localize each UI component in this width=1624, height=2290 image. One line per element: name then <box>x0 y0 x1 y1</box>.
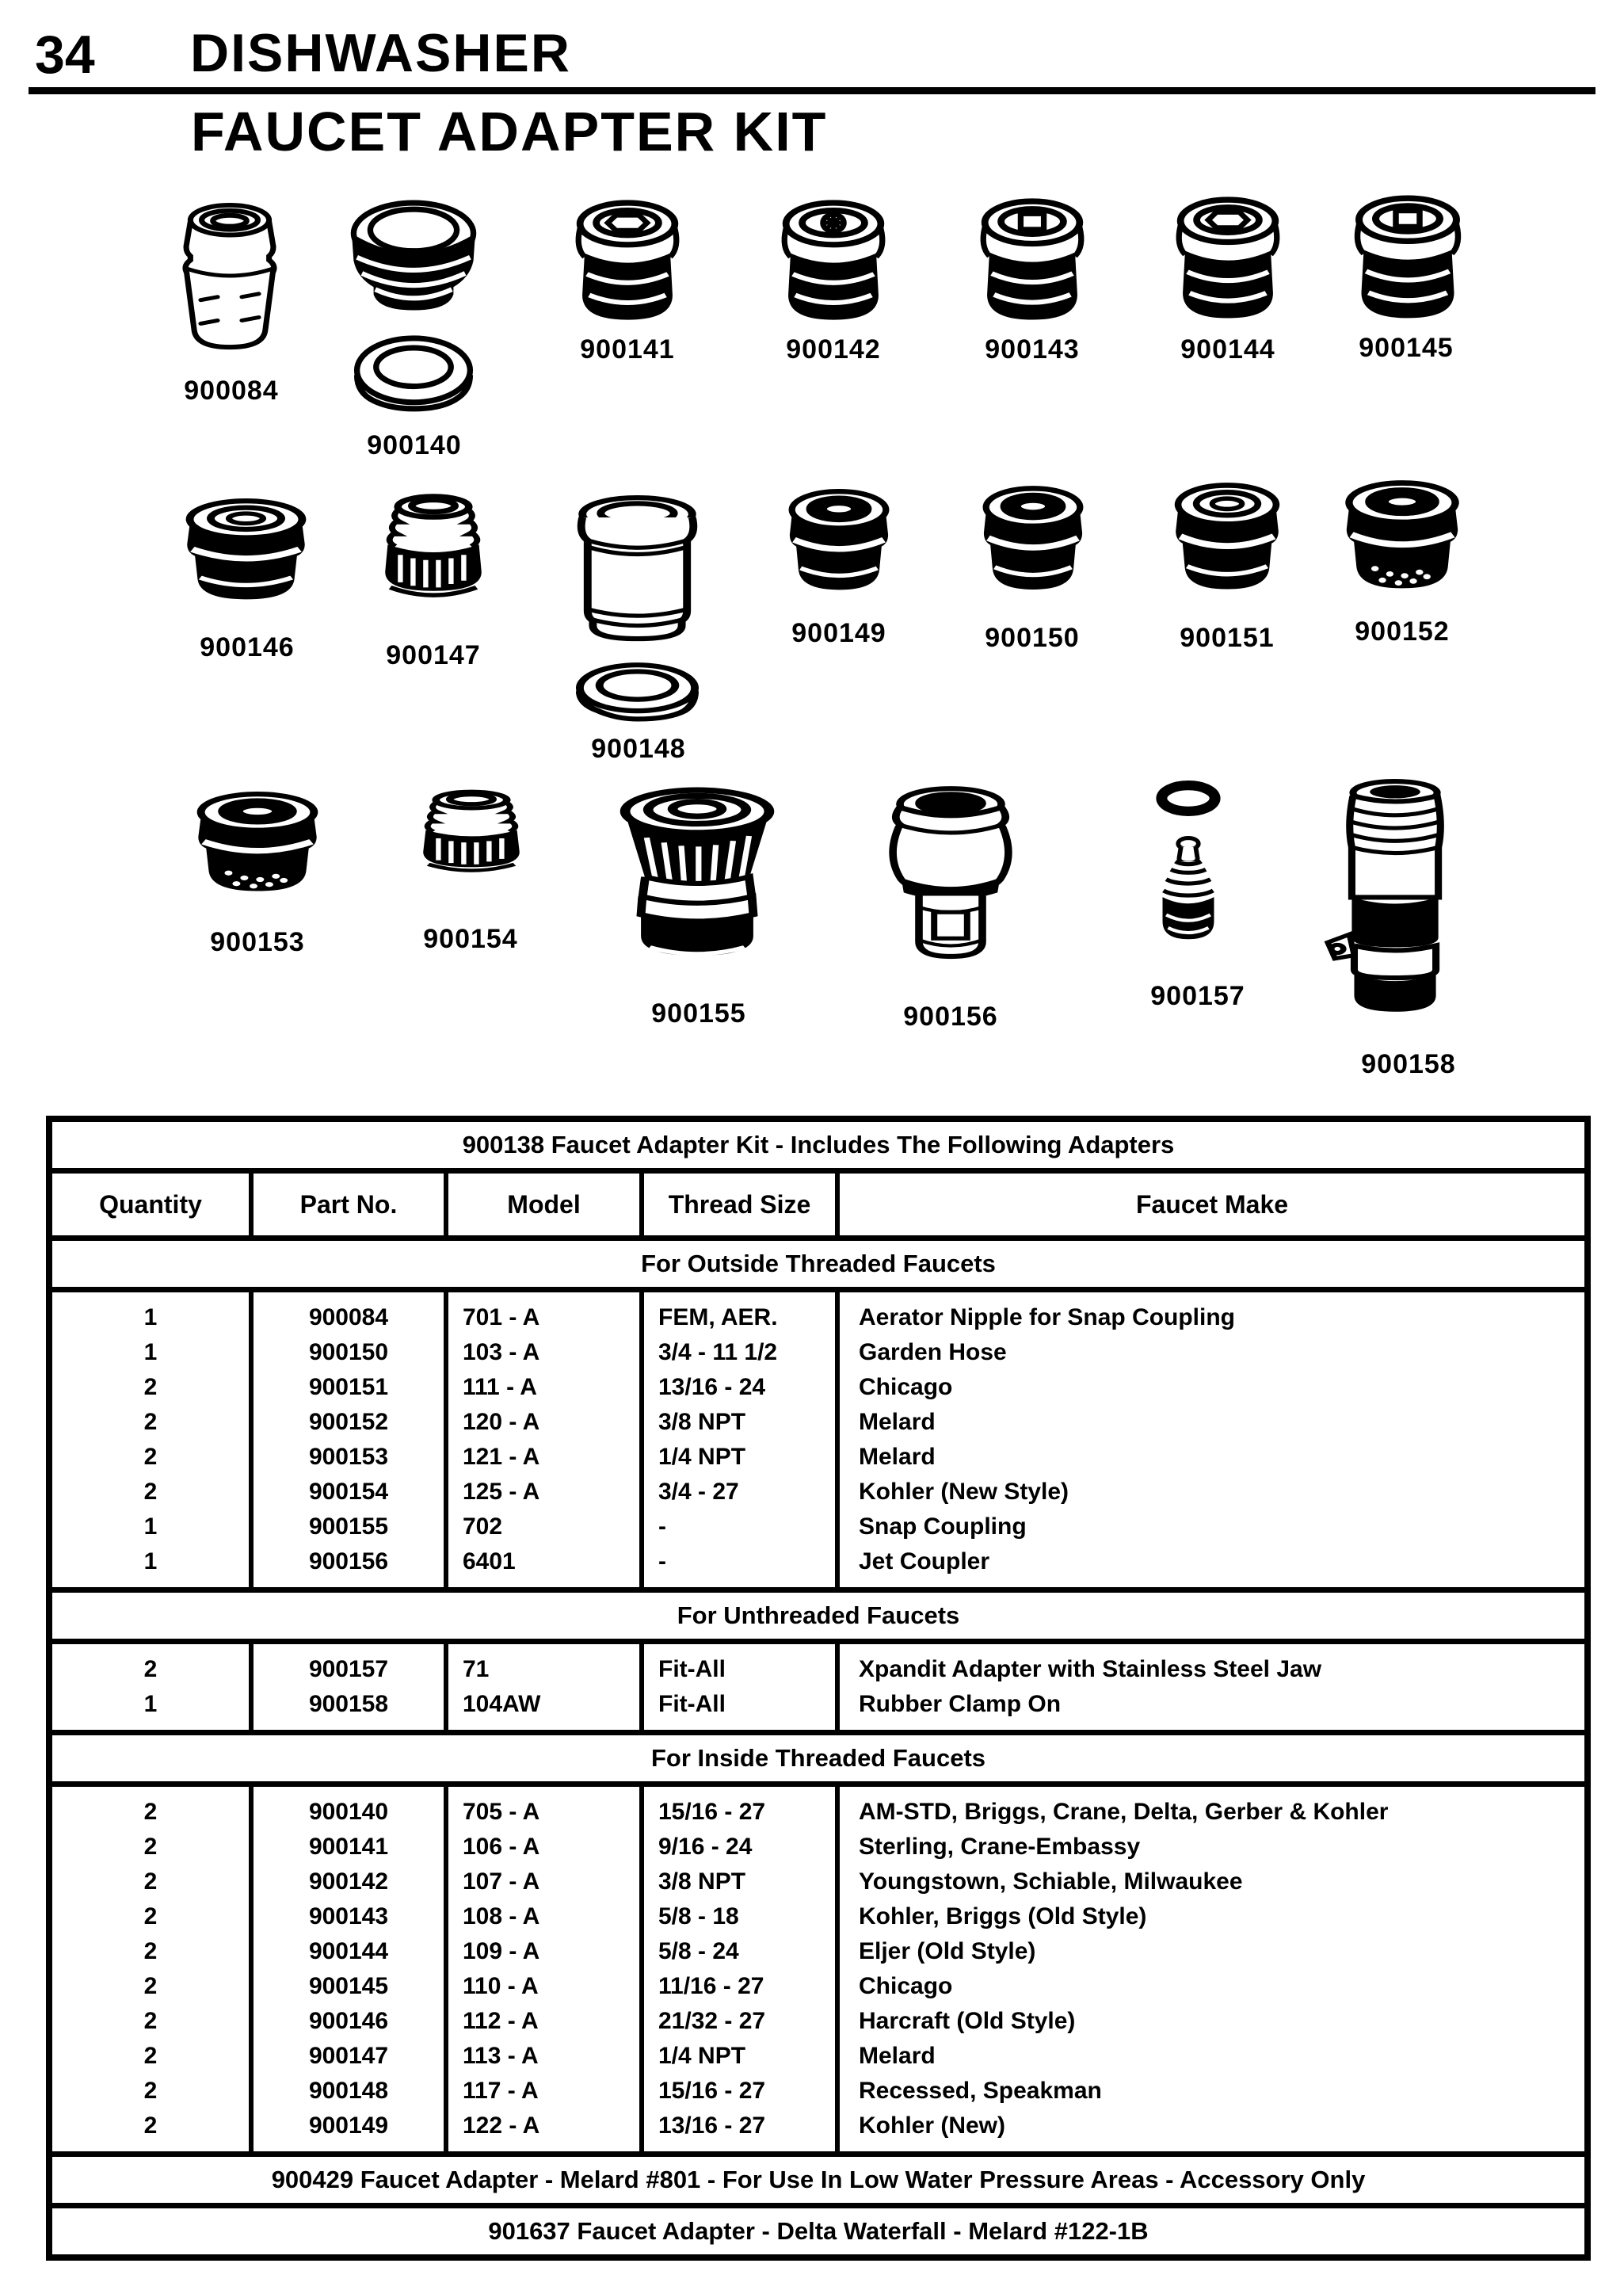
adapter-900158-illustration <box>1321 777 1465 1026</box>
table-column-model <box>448 1644 644 1730</box>
table-cell: 9/16 - 24 <box>658 1834 753 1860</box>
part-number-label-900144: 900144 <box>1180 334 1275 364</box>
table-cell: 900157 <box>308 1656 389 1682</box>
table-cell: 900143 <box>308 1903 389 1929</box>
table-cell: 900147 <box>308 2043 389 2069</box>
table-column-thread-size <box>644 1787 840 2151</box>
part-number-label-900143: 900143 <box>985 334 1080 364</box>
adapter-900154-illustration <box>408 788 535 894</box>
table-title: 900138 Faucet Adapter Kit - Includes The Following Adapters <box>52 1122 1584 1174</box>
adapter-900149-illustration <box>784 488 894 601</box>
table-cell: 1 <box>143 1691 158 1717</box>
table-cell: 900144 <box>308 1938 389 1964</box>
adapter-900084-illustration <box>178 198 281 355</box>
table-cell: 900148 <box>308 2078 389 2104</box>
part-number-label-900141: 900141 <box>580 334 675 364</box>
part-number-label-900084: 900084 <box>184 376 279 406</box>
table-cell: 900154 <box>308 1479 389 1505</box>
table-column-headers <box>52 1174 1584 1241</box>
table-cell: 2 <box>143 2078 158 2104</box>
table-cell: 900150 <box>308 1339 389 1365</box>
part-number-label-900147: 900147 <box>386 640 481 670</box>
adapter-figure-900155 <box>618 787 776 983</box>
table-cell: 107 - A <box>463 1868 540 1895</box>
table-cell: 2 <box>143 1479 158 1505</box>
part-number-label-900155: 900155 <box>651 998 746 1029</box>
table-cell: 900153 <box>308 1444 389 1470</box>
adapter-figure-900151 <box>1170 482 1284 601</box>
parts-table <box>46 1116 1591 2261</box>
table-cell: 3/8 NPT <box>658 1868 746 1895</box>
table-cell: 113 - A <box>463 2043 539 2069</box>
part-number-label-900149: 900149 <box>791 618 886 648</box>
adapter-figure-900145 <box>1348 193 1467 325</box>
table-cell: 120 - A <box>463 1409 540 1435</box>
adapter-figure-900084 <box>178 198 281 355</box>
adapter-figure-900141 <box>570 198 685 326</box>
table-cell: 1 <box>143 1513 158 1540</box>
table-column-part-no <box>254 1644 448 1730</box>
part-number-label-900148: 900148 <box>591 734 686 764</box>
table-cell: 110 - A <box>463 1973 539 1999</box>
adapter-900141-illustration <box>570 198 685 326</box>
table-column-thread-size <box>644 1644 840 1730</box>
table-cell: 6401 <box>463 1548 516 1574</box>
part-number-label-900152: 900152 <box>1355 616 1450 647</box>
adapter-900148-illustration <box>572 494 703 732</box>
table-cell: 900152 <box>308 1409 389 1435</box>
section-rows-3 <box>52 1787 1584 2157</box>
table-column-quantity <box>52 1787 254 2151</box>
table-cell: 900151 <box>308 1374 389 1400</box>
table-cell: 900141 <box>308 1834 389 1860</box>
table-cell: 3/8 NPT <box>658 1409 746 1435</box>
table-cell: 104AW <box>463 1691 541 1717</box>
part-number-label-900154: 900154 <box>423 924 518 954</box>
table-cell: Fit-All <box>658 1656 726 1682</box>
table-cell: 900149 <box>308 2113 389 2139</box>
table-column-faucet-make <box>840 1787 1584 2151</box>
table-column-thread-size <box>644 1292 840 1587</box>
part-number-label-900142: 900142 <box>786 334 881 364</box>
table-column-quantity <box>52 1644 254 1730</box>
adapter-900140-illustration <box>347 200 480 420</box>
table-cell: 900156 <box>308 1548 389 1574</box>
adapter-figure-900148 <box>572 494 703 732</box>
table-cell: Harcraft (Old Style) <box>859 2008 1076 2034</box>
table-cell: 21/32 - 27 <box>658 2008 766 2034</box>
column-header-quantity: Quantity <box>52 1174 254 1235</box>
part-number-label-900156: 900156 <box>903 1002 998 1032</box>
adapter-figure-900153 <box>192 791 323 902</box>
table-cell: 2 <box>143 1409 158 1435</box>
page-number: 34 <box>35 25 95 85</box>
adapter-900152-illustration <box>1340 479 1464 600</box>
adapter-900147-illustration <box>370 491 497 624</box>
part-number-label-900140: 900140 <box>367 430 462 460</box>
table-cell: Jet Coupler <box>859 1548 990 1574</box>
page-title: FAUCET ADAPTER KIT <box>191 101 828 162</box>
section-heading-3: For Inside Threaded Faucets <box>52 1735 1584 1787</box>
table-cell: 109 - A <box>463 1938 540 1964</box>
adapter-900153-illustration <box>192 791 323 902</box>
table-cell: 2 <box>143 2008 158 2034</box>
adapter-900142-illustration <box>776 198 891 326</box>
adapter-figure-900158 <box>1321 777 1465 1026</box>
table-cell: 108 - A <box>463 1903 540 1929</box>
adapter-figure-900147 <box>370 491 497 624</box>
table-cell: AM-STD, Briggs, Crane, Delta, Gerber & Kohler <box>859 1799 1389 1825</box>
table-cell: 900146 <box>308 2008 389 2034</box>
category-title: DISHWASHER <box>190 23 571 83</box>
table-cell: Aerator Nipple for Snap Coupling <box>859 1304 1236 1330</box>
table-cell: 2 <box>143 1656 158 1682</box>
table-cell: 1/4 NPT <box>658 2043 746 2069</box>
adapter-figure-900156 <box>881 784 1020 981</box>
table-cell: 5/8 - 24 <box>658 1938 739 1964</box>
adapter-figure-900140 <box>347 200 480 420</box>
table-cell: 2 <box>143 1834 158 1860</box>
table-cell: Eljer (Old Style) <box>859 1938 1036 1964</box>
adapter-900143-illustration <box>974 197 1090 326</box>
column-header-part-no: Part No. <box>254 1174 448 1235</box>
part-number-label-900153: 900153 <box>210 927 305 957</box>
section-rows-1 <box>52 1292 1584 1593</box>
table-cell: 15/16 - 27 <box>658 2078 766 2104</box>
table-cell: 11/16 - 27 <box>658 1973 764 1999</box>
column-header-model: Model <box>448 1174 644 1235</box>
section-rows-2 <box>52 1644 1584 1735</box>
table-cell: 112 - A <box>463 2008 539 2034</box>
table-cell: 2 <box>143 1799 158 1825</box>
table-cell: 111 - A <box>463 1374 537 1400</box>
adapter-figure-900152 <box>1340 479 1464 600</box>
table-cell: 701 - A <box>463 1304 540 1330</box>
table-cell: Melard <box>859 2043 936 2069</box>
table-cell: Kohler (New Style) <box>859 1479 1069 1505</box>
table-cell: Chicago <box>859 1374 953 1400</box>
table-cell: Recessed, Speakman <box>859 2078 1102 2104</box>
table-cell: 900084 <box>308 1304 389 1330</box>
table-cell: Garden Hose <box>859 1339 1007 1365</box>
table-cell: 15/16 - 27 <box>658 1799 766 1825</box>
adapter-figure-900149 <box>784 488 894 601</box>
table-cell: 1 <box>143 1339 158 1365</box>
table-cell: 2 <box>143 1868 158 1895</box>
table-cell: Kohler (New) <box>859 2113 1006 2139</box>
table-column-model <box>448 1292 644 1587</box>
adapter-900151-illustration <box>1170 482 1284 601</box>
adapter-figure-900143 <box>974 197 1090 326</box>
table-cell: 2 <box>143 2113 158 2139</box>
table-cell: - <box>658 1513 666 1540</box>
adapter-figure-900144 <box>1170 195 1286 325</box>
table-cell: 702 <box>463 1513 503 1540</box>
table-column-model <box>448 1787 644 2151</box>
table-cell: 2 <box>143 2043 158 2069</box>
column-header-thread-size: Thread Size <box>644 1174 840 1235</box>
table-cell: Melard <box>859 1409 936 1435</box>
adapter-900144-illustration <box>1170 195 1286 325</box>
table-cell: 5/8 - 18 <box>658 1903 739 1929</box>
adapter-figures-area <box>0 0 1624 1109</box>
table-cell: Kohler, Briggs (Old Style) <box>859 1903 1147 1929</box>
adapter-900156-illustration <box>881 784 1020 981</box>
part-number-label-900151: 900151 <box>1180 623 1275 653</box>
adapter-figure-900142 <box>776 198 891 326</box>
table-cell: 103 - A <box>463 1339 540 1365</box>
part-number-label-900145: 900145 <box>1359 333 1454 363</box>
adapter-900146-illustration <box>181 498 311 610</box>
table-cell: 900158 <box>308 1691 389 1717</box>
table-column-faucet-make <box>840 1644 1584 1730</box>
adapter-900155-illustration <box>618 787 776 983</box>
table-cell: 3/4 - 27 <box>658 1479 739 1505</box>
adapter-900150-illustration <box>978 485 1088 601</box>
table-column-part-no <box>254 1292 448 1587</box>
table-column-faucet-make <box>840 1292 1584 1587</box>
adapter-900145-illustration <box>1348 193 1467 325</box>
table-cell: 71 <box>463 1656 490 1682</box>
table-cell: - <box>658 1548 666 1574</box>
part-number-label-900150: 900150 <box>985 623 1080 653</box>
table-cell: 2 <box>143 1938 158 1964</box>
table-cell: Melard <box>859 1444 936 1470</box>
table-cell: 2 <box>143 1444 158 1470</box>
part-number-label-900158: 900158 <box>1361 1049 1456 1079</box>
section-heading-1: For Outside Threaded Faucets <box>52 1241 1584 1292</box>
table-cell: 117 - A <box>463 2078 539 2104</box>
table-cell: FEM, AER. <box>658 1304 778 1330</box>
table-cell: 900140 <box>308 1799 389 1825</box>
column-header-faucet-make: Faucet Make <box>1135 1189 1289 1219</box>
table-cell: Chicago <box>859 1973 953 1999</box>
table-cell: Fit-All <box>658 1691 726 1717</box>
table-cell: Youngstown, Schiable, Milwaukee <box>859 1868 1243 1895</box>
table-footnote-1: 900429 Faucet Adapter - Melard #801 - For Use In Low Water Pressure Areas - Accessory Only <box>52 2157 1584 2208</box>
table-cell: 125 - A <box>463 1479 540 1505</box>
table-cell: 106 - A <box>463 1834 540 1860</box>
adapter-figure-900146 <box>181 498 311 610</box>
table-cell: 705 - A <box>463 1799 540 1825</box>
table-cell: 122 - A <box>463 2113 540 2139</box>
table-cell: 900155 <box>308 1513 389 1540</box>
table-cell: Sterling, Crane-Embassy <box>859 1834 1141 1860</box>
table-cell: 1/4 NPT <box>658 1444 746 1470</box>
table-cell: 121 - A <box>463 1444 540 1470</box>
part-number-label-900146: 900146 <box>200 632 295 662</box>
table-column-quantity <box>52 1292 254 1587</box>
adapter-figure-900154 <box>408 788 535 894</box>
table-cell: 2 <box>143 1903 158 1929</box>
table-cell: Xpandit Adapter with Stainless Steel Jaw <box>859 1656 1322 1682</box>
table-cell: Rubber Clamp On <box>859 1691 1062 1717</box>
adapter-figure-900157 <box>1142 779 1234 969</box>
adapter-figure-900150 <box>978 485 1088 601</box>
table-cell: 900145 <box>308 1973 389 1999</box>
table-cell: 2 <box>143 1973 158 1999</box>
table-cell: 2 <box>143 1374 158 1400</box>
adapter-900157-illustration <box>1142 779 1234 969</box>
section-heading-2: For Unthreaded Faucets <box>52 1593 1584 1644</box>
table-cell: 1 <box>143 1304 158 1330</box>
part-number-label-900157: 900157 <box>1150 981 1245 1011</box>
table-cell: Snap Coupling <box>859 1513 1027 1540</box>
table-cell: 1 <box>143 1548 158 1574</box>
table-cell: 13/16 - 27 <box>658 2113 766 2139</box>
table-footnote-2: 901637 Faucet Adapter - Delta Waterfall - Melard #122-1B <box>488 2217 1149 2245</box>
table-cell: 900142 <box>308 1868 389 1895</box>
table-column-part-no <box>254 1787 448 2151</box>
table-cell: 13/16 - 24 <box>658 1374 766 1400</box>
table-cell: 3/4 - 11 1/2 <box>658 1339 778 1365</box>
